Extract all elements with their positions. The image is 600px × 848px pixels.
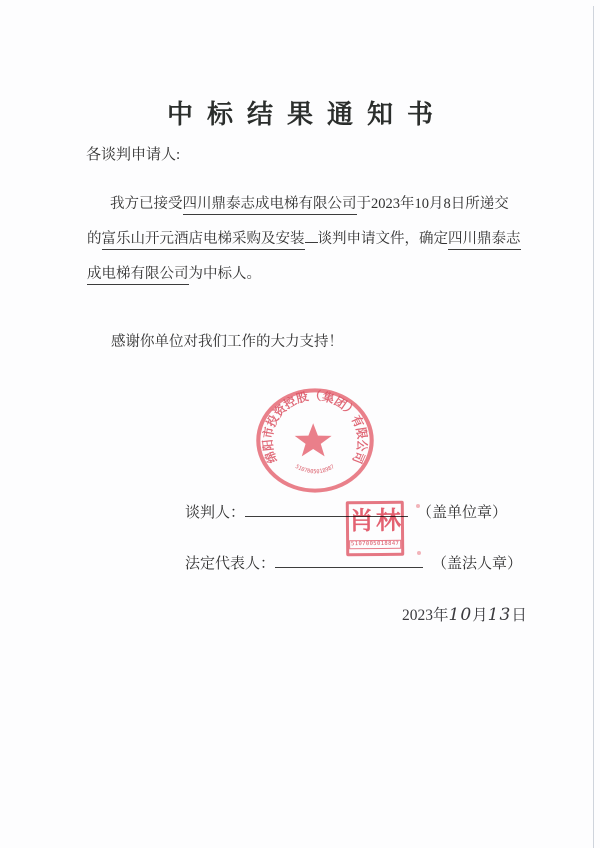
paragraph-line-3	[87, 257, 517, 292]
page-title: 中标结果通知书	[166, 99, 447, 129]
underlined-blank	[305, 229, 318, 243]
legal-representative-label: 法定代表人：	[185, 556, 276, 572]
seal-number-text: 5107005018987	[293, 464, 337, 476]
negotiator-label: 谈判人：	[185, 505, 246, 521]
scan-edge-line	[593, 6, 594, 848]
svg-text:5107005018987	[294, 464, 336, 475]
text-segment: 为中标人。	[188, 266, 261, 282]
personal-name-seal	[346, 501, 404, 557]
paragraph-line-2	[87, 222, 521, 257]
unit-seal-hint: （盖单位章）	[417, 505, 508, 521]
text-segment: 于2023年10月8日所递交	[356, 196, 509, 212]
document-date	[402, 604, 527, 627]
handwritten-month-number: 10	[448, 605, 473, 625]
underlined-company-name: 四川鼎泰志成电梯有限公司	[183, 196, 357, 215]
text-segment: 谈判申请文件，确定	[317, 231, 448, 247]
salutation-line: 各谈判申请人:	[86, 147, 181, 163]
seal-serial-number: 5107005018847	[349, 540, 401, 549]
seal-name	[349, 505, 401, 539]
thanks-line: 感谢你单位对我们工作的大力支持！	[111, 334, 343, 350]
underlined-company-name: 四川鼎泰志	[448, 231, 521, 250]
star-icon	[295, 423, 332, 456]
ink-smudge	[417, 551, 421, 555]
ink-smudge	[416, 504, 420, 508]
date-month-label: 月	[472, 607, 488, 624]
underlined-project-name: 富乐山开元酒店电梯采购及安装	[102, 231, 305, 250]
date-year: 2023年	[402, 607, 449, 624]
text-segment: 的	[87, 231, 102, 247]
paragraph-line-1	[87, 187, 517, 222]
legal-seal-hint: （盖法人章）	[432, 556, 523, 572]
date-day-label: 日	[511, 607, 527, 624]
text-segment: 我方已接受	[110, 196, 183, 212]
company-seal	[251, 380, 379, 501]
seal-name-char: 肖	[348, 508, 375, 536]
underlined-company-name: 成电梯有限公司	[87, 266, 189, 285]
seal-name-char: 林	[375, 507, 402, 535]
seal-company-text: 绵阳市投资控股（集团）有限公司	[260, 389, 370, 466]
handwritten-day-number: 13	[487, 605, 512, 625]
body-paragraph	[87, 187, 521, 292]
